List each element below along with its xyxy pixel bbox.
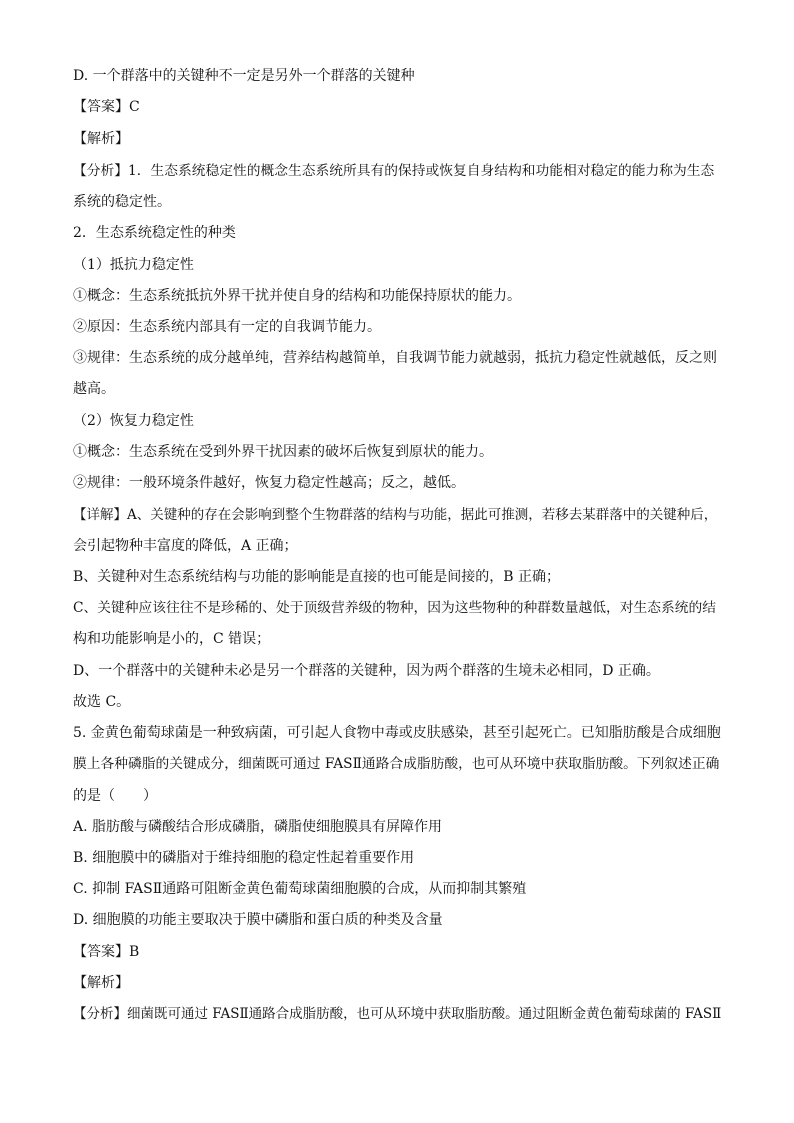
- q5-stem: 的是（ ）: [73, 788, 157, 804]
- q4-resist-cause: ②原因：生态系统内部具有一定的自我调节能力。: [73, 319, 381, 335]
- q4-option-d: D. 一个群落中的关键种不一定是另外一个群落的关键种: [73, 68, 415, 84]
- q5-analysis-heading: 【解析】: [73, 975, 129, 991]
- q5-stem: 膜上各种磷脂的关键成分，细菌既可通过 FASⅡ通路合成脂肪酸，也可从环境中获取脂肪酸。下列叙述正确: [73, 756, 720, 772]
- q4-answer: 【答案】C: [73, 99, 140, 115]
- q4-detail-a: 会引起物种丰富度的降低，A 正确；: [73, 538, 298, 554]
- q5-option-c: C. 抑制 FASⅡ通路可阻断金黄色葡萄球菌细胞膜的合成，从而抑制其繁殖: [73, 881, 527, 897]
- q4-detail-d: D、一个群落中的关键种未必是另一个群落的关键种，因为两个群落的生境未必相同，D 正确。: [73, 663, 660, 679]
- q4-recover-title: （2）恢复力稳定性: [73, 413, 194, 429]
- q5-option-d: D. 细胞膜的功能主要取决于膜中磷脂和蛋白质的种类及含量: [73, 912, 443, 928]
- q4-detail-c: C、关键种应该往往不是珍稀的、处于顶级营养级的物种，因为这些物种的种群数量越低，对生态系统的结: [73, 600, 717, 616]
- q4-resist-rule: ③规律：生态系统的成分越单纯，营养结构越简单，自我调节能力就越弱，抵抗力稳定性就越低，反之则: [73, 350, 717, 366]
- q5-analysis-line: 【分析】细菌既可通过 FASⅡ通路合成脂肪酸，也可从环境中获取脂肪酸。通过阻断金黄色葡萄球菌的 FASⅡ: [73, 1006, 722, 1022]
- q4-analysis-line: 【分析】1．生态系统稳定性的概念生态系统所具有的保持或恢复自身结构和功能相对稳定的能力称为生态: [73, 163, 715, 179]
- q4-resist-concept: ①概念：生态系统抵抗外界干扰并使自身的结构和功能保持原状的能力。: [73, 288, 521, 304]
- q4-detail-c: 构和功能影响是小的，C 错误；: [73, 631, 271, 647]
- q4-detail-b: B、关键种对生态系统结构与功能的影响能是直接的也可能是间接的，B 正确；: [73, 569, 561, 585]
- q4-resist-title: （1）抵抗力稳定性: [73, 257, 194, 273]
- q4-conclusion: 故选 C。: [73, 694, 131, 710]
- q5-answer: 【答案】B: [73, 944, 140, 960]
- q4-recover-concept: ①概念：生态系统在受到外界干扰因素的破坏后恢复到原状的能力。: [73, 444, 493, 460]
- q4-detail-a: 【详解】A、关键种的存在会影响到整个生物群落的结构与功能，据此可推测，若移去某群落中的关键种后，: [73, 507, 718, 523]
- q5-option-a: A. 脂肪酸与磷酸结合形成磷脂，磷脂使细胞膜具有屏障作用: [73, 819, 443, 835]
- q4-analysis-line: 2．生态系统稳定性的种类: [73, 225, 236, 241]
- q4-analysis-line: 系统的稳定性。: [73, 194, 171, 210]
- q5-stem: 5. 金黄色葡萄球菌是一种致病菌，可引起人食物中毒或皮肤感染，甚至引起死亡。已知脂肪酸是合成细胞: [73, 725, 721, 741]
- q4-analysis-heading: 【解析】: [73, 131, 129, 147]
- q4-resist-rule: 越高。: [73, 381, 115, 397]
- q5-option-b: B. 细胞膜中的磷脂对于维持细胞的稳定性起着重要作用: [73, 850, 415, 866]
- q4-recover-rule: ②规律：一般环境条件越好，恢复力稳定性越高；反之，越低。: [73, 475, 465, 491]
